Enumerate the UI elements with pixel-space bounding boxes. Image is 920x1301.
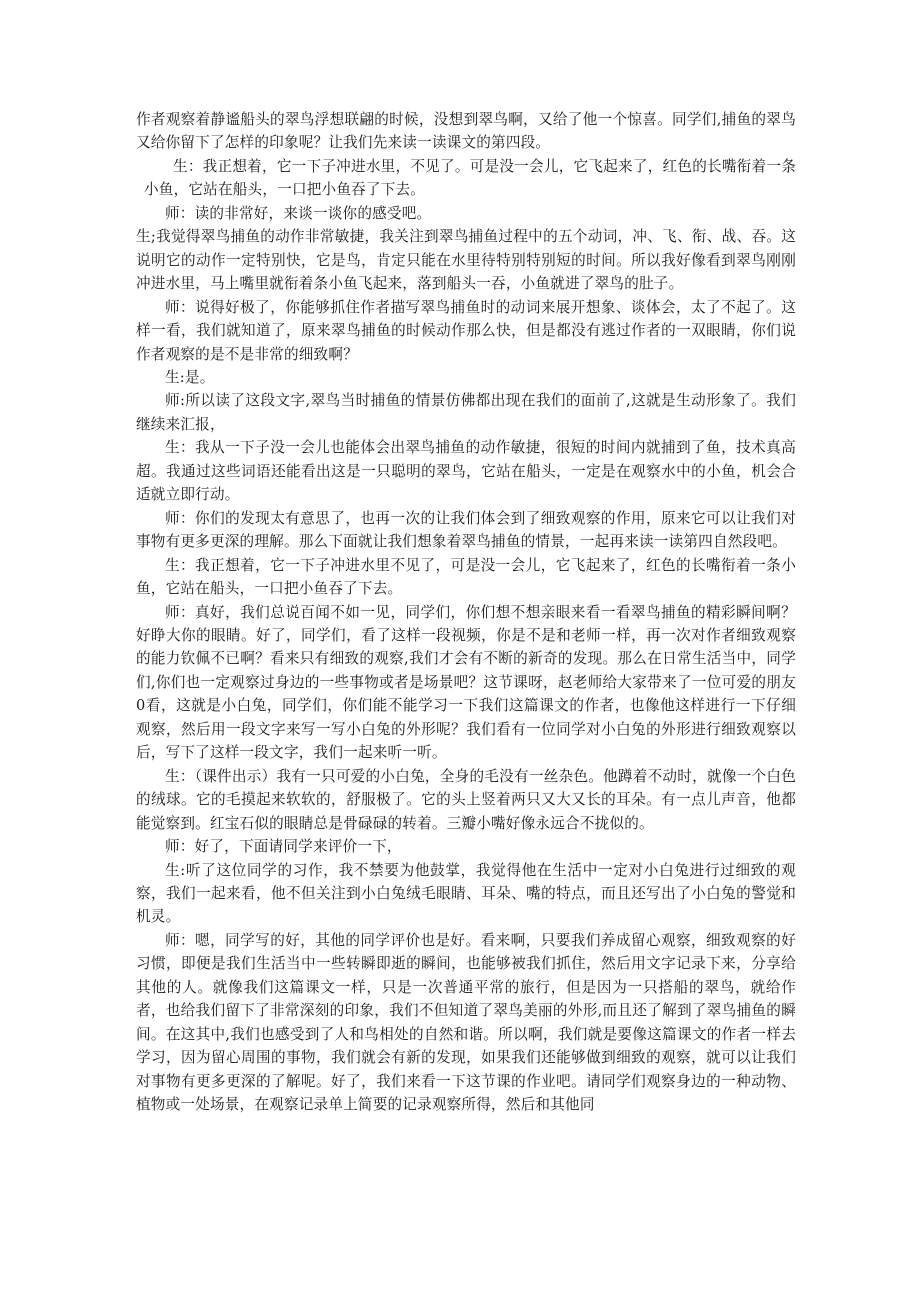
paragraph-teacher-praise: 师：说得好极了，你能够抓住作者描写翠鸟捕鱼时的动词来展开想象、谈体会，太了不起了。这样一看，我们就知道了，原来翠鸟捕鱼的时候动作那么快，但是都没有逃过作者的一双眼睛，你们说作者观察的是不是非常的细致啊？ [136,298,796,363]
paragraph-student-reading-2: 生：我正想着，它一下子冲进水里不见了，可是没一会儿，它飞起来了，红色的长嘴衔着一条小鱼，它站在船头，一口把小鱼吞了下去。 [136,556,796,598]
paragraph-student-reading-1: 生：我正想着，它一下子冲进水里，不见了。可是没一会儿，它飞起来了，红色的长嘴衔着一条小鱼，它站在船头，一口把小鱼吞了下去。 [144,157,796,199]
paragraph-student-feeling: 生;我觉得翠鸟捕鱼的动作非常敏捷，我关注到翠鸟捕鱼过程中的五个动词，冲、飞、衔、战、吞。这说明它的动作一定特别快，它是鸟，肯定只能在水里待特别特别短的时间。所以我好像看到翠鸟刚刚冲进水里，马上嘴里就衔着条小鱼飞起来，落到船头一吞，小鱼就进了翠鸟的肚子。 [136,228,796,293]
paragraph-student-rabbit: 生：（课件出示）我有一只可爱的小白兔，全身的毛没有一丝杂色。他蹲着不动时，就像一个白色的绒球。它的毛摸起来软软的，舒服极了。它的头上竖着两只又大又长的耳朵。有一点儿声音，他都能觉察到。红宝石似的眼睛总是骨碌碌的转着。三瓣小嘴好像永远合不拢似的。 [136,767,796,832]
paragraph-teacher-evaluate: 师：好了，下面请同学来评价一下， [165,838,402,856]
document-page [136,108,796,1116]
paragraph-teacher-vivid: 师:所以读了这段文字,翠鸟当时捕鱼的情景仿佛都出现在我们的面前了,这就是生动形象了。我们继续来汇报， [136,392,796,433]
paragraph-student-report: 生：我从一下子没一会儿也能体会出翠鸟捕鱼的动作敏捷，很短的时间内就捕到了鱼，技术真高超。我通过这些词语还能看出这是一只聪明的翠鸟，它站在船头，一定是在观察水中的小鱼，机会合适就立即行动。 [136,439,796,504]
paragraph-intro: 作者观察着静谧船头的翠鸟浮想联翩的时候，没想到翠鸟啊，又给了他一个惊喜。同学们,捕鱼的翠鸟又给你留下了怎样的印象呢？让我们先来读一读课文的第四段。 [136,111,796,152]
paragraph-teacher-prompt: 师：读的非常好，来谈一谈你的感受吧。 [165,204,432,222]
paragraph-teacher-summary: 师：嗯，同学写的好，其他的同学评价也是好。看来啊，只要我们养成留心观察，细致观察的好习惯，即便是我们生活当中一些转瞬即逝的瞬间，也能够被我们抓住，然后用文字记录下来，分享给其他的人。就像我们这篇课文一样，只是一次普通平常的旅行，但是因为一只搭船的翠鸟，就给作者，也给我们留下了非常深刻的印象，我们不但知道了翠鸟美丽的外形,而且还了解到了翠鸟捕鱼的瞬间。在这其中,我们也感受到了人和鸟相处的自然和谐。所以啊，我们就是要像这篇课文的作者一样去学习，因为留心周围的事物，我们就会有新的发现，如果我们还能够做到细致的观察，就可以让我们对事物有更多更深的了解呢。好了，我们来看一下这节课的作业吧。请同学们观察身边的一种动物、植物或一处场景，在观察记录单上简要的记录观察所得，然后和其他同 [136,931,796,1114]
paragraph-teacher-video: 师：真好，我们总说百闻不如一见，同学们，你们想不想亲眼来看一看翠鸟捕鱼的精彩瞬间啊？好睁大你的眼睛。好了，同学们，看了这样一段视频，你是不是和老师一样，再一次对作者细致观察的能力钦佩不已啊？看来只有细致的观察,我们才会有不断的新奇的发现。那么在日常生活当中，同学们,你们也一定观察过身边的一些事物或者是场景吧？这节课呀，赵老师给大家带来了一位可爱的朋友0看，这就是小白兔，同学们，你们能不能学习一下我们这篇课文的作者，也像他这样进行一下仔细观察，然后用一段文字来写一写小白兔的外形呢？我们看有一位同学对小白兔的外形进行细致观察以后，写下了这样一段文字，我们一起来听一听。 [136,603,796,762]
paragraph-student-evaluation: 生:听了这位同学的习作，我不禁要为他鼓掌，我觉得他在生活中一定对小白兔进行过细致的观察，我们一起来看，他不但关注到小白兔绒毛眼睛、耳朵、嘴的特点，而且还写出了小白兔的警觉和机灵。 [136,861,796,926]
paragraph-teacher-discovery: 师：你们的发现太有意思了，也再一次的让我们体会到了细致观察的作用，原来它可以让我们对事物有更多更深的理解。那么下面就让我们想象着翠鸟捕鱼的情景，一起再来读一读第四自然段吧。 [136,509,796,551]
paragraph-student-yes: 生:是。 [165,368,215,386]
